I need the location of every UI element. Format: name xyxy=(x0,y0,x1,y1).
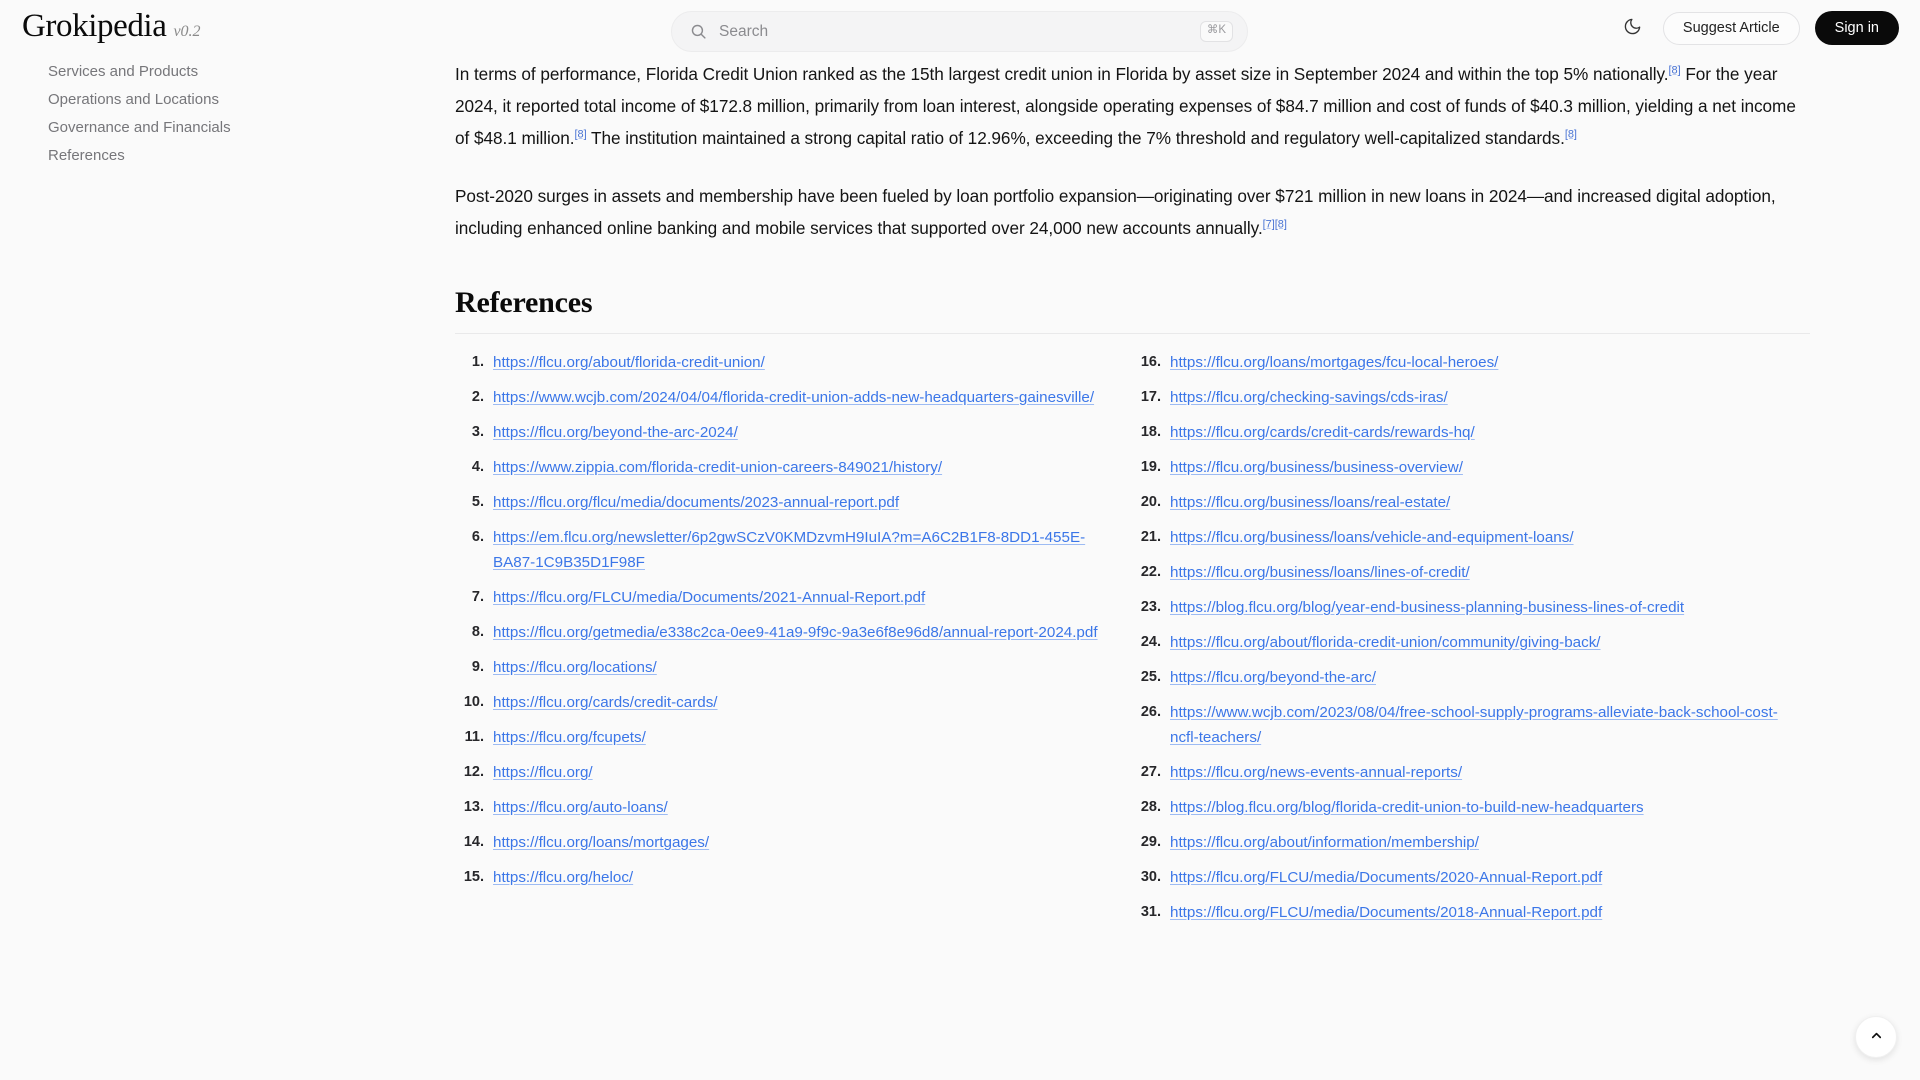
reference-link[interactable]: https://flcu.org/ xyxy=(493,764,593,781)
reference-link[interactable]: https://blog.flcu.org/blog/year-end-business-planning-business-lines-of-credit xyxy=(1170,599,1685,616)
reference-item xyxy=(1132,665,1809,690)
reference-link[interactable]: https://flcu.org/business/business-overview/ xyxy=(1170,459,1463,476)
reference-number: 8. xyxy=(471,624,484,640)
reference-link[interactable]: https://www.zippia.com/florida-credit-union-careers-849021/history/ xyxy=(493,459,943,476)
reference-item xyxy=(1132,490,1809,515)
reference-item xyxy=(1132,385,1809,410)
article-main xyxy=(455,58,1855,935)
reference-number: 16. xyxy=(1140,354,1161,370)
reference-link[interactable]: https://flcu.org/FLCU/media/Documents/2020-Annual-Report.pdf xyxy=(1170,869,1603,886)
paragraph-text: In terms of performance, Florida Credit Union ranked as the 15th largest credit union in Florida by asset size in September 2024 and within the top 5% nationally. xyxy=(455,64,1669,84)
reference-item xyxy=(455,795,1132,820)
reference-number: 27. xyxy=(1140,764,1161,780)
reference-link[interactable]: https://flcu.org/about/florida-credit-union/community/giving-back/ xyxy=(1170,634,1601,651)
sidebar-item-governance-and-financials[interactable]: Governance and Financials xyxy=(48,119,231,136)
reference-item xyxy=(455,830,1132,855)
reference-item xyxy=(1132,865,1809,890)
reference-link[interactable]: https://flcu.org/FLCU/media/Documents/2021-Annual-Report.pdf xyxy=(493,589,926,606)
reference-item xyxy=(455,655,1132,680)
reference-number: 10. xyxy=(463,694,484,710)
reference-item xyxy=(455,865,1132,890)
reference-number: 13. xyxy=(463,799,484,815)
search-input[interactable] xyxy=(719,23,1200,41)
reference-link[interactable]: https://flcu.org/fcupets/ xyxy=(493,729,646,746)
sidebar-item-operations-and-locations[interactable]: Operations and Locations xyxy=(48,91,219,108)
reference-item xyxy=(455,690,1132,715)
reference-link[interactable]: https://www.wcjb.com/2024/04/04/florida-credit-union-adds-new-headquarters-gainesville/ xyxy=(493,389,1095,406)
reference-link[interactable]: https://flcu.org/heloc/ xyxy=(493,869,634,886)
reference-number: 17. xyxy=(1140,389,1161,405)
reference-number: 9. xyxy=(471,659,484,675)
sidebar-item-services-and-products[interactable]: Services and Products xyxy=(48,63,199,80)
reference-number: 6. xyxy=(471,529,484,545)
article-body xyxy=(455,58,1855,244)
reference-link[interactable]: https://www.wcjb.com/2023/08/04/free-school-supply-programs-alleviate-back-school-cost-ncfl-teachers/ xyxy=(1170,704,1778,746)
reference-link[interactable]: https://flcu.org/business/loans/lines-of-credit/ xyxy=(1170,564,1470,581)
reference-link[interactable]: https://flcu.org/about/information/membership/ xyxy=(1170,834,1479,851)
reference-item xyxy=(1132,830,1809,855)
reference-item xyxy=(1132,630,1809,655)
chevron-up-icon xyxy=(1869,1028,1884,1046)
references-columns xyxy=(455,350,1810,935)
reference-item xyxy=(1132,420,1809,445)
reference-item xyxy=(1132,595,1809,620)
reference-link[interactable]: https://flcu.org/business/loans/vehicle-and-equipment-loans/ xyxy=(1170,529,1574,546)
search-icon xyxy=(690,23,707,40)
search-box[interactable] xyxy=(671,11,1248,52)
reference-link[interactable]: https://flcu.org/loans/mortgages/ xyxy=(493,834,710,851)
article-paragraph xyxy=(455,180,1810,244)
reference-link[interactable]: https://flcu.org/FLCU/media/Documents/2018-Annual-Report.pdf xyxy=(1170,904,1603,921)
reference-item xyxy=(455,760,1132,785)
reference-item xyxy=(455,525,1132,575)
reference-item xyxy=(1132,350,1809,375)
sign-in-button[interactable]: Sign in xyxy=(1815,11,1899,45)
reference-item xyxy=(1132,760,1809,785)
reference-number: 2. xyxy=(471,389,484,405)
article-paragraph xyxy=(455,58,1810,154)
reference-number: 24. xyxy=(1140,634,1161,650)
reference-item xyxy=(1132,795,1809,820)
reference-link[interactable]: https://em.flcu.org/newsletter/6p2gwSCzV0KMDzvmH9IuIA?m=A6C2B1F8-8DD1-455E-BA87-1C9B35D1F98F xyxy=(493,529,1086,571)
search-shortcut-badge: ⌘K xyxy=(1200,21,1233,42)
references-heading: References xyxy=(455,286,593,319)
citation-link[interactable]: [8] xyxy=(574,128,587,141)
reference-link[interactable]: https://flcu.org/locations/ xyxy=(493,659,657,676)
paragraph-text: For the year 2024, it reported total income of $172.8 million, primarily from loan interest, alongside operating expenses of $84.7 million and cost of funds of $40.3 million, yielding a net income of $48.1 million. xyxy=(455,64,1796,148)
reference-number: 19. xyxy=(1140,459,1161,475)
reference-item xyxy=(455,385,1132,410)
reference-number: 31. xyxy=(1140,904,1161,920)
reference-number: 15. xyxy=(463,869,484,885)
logo-text: Grokipedia xyxy=(22,8,167,44)
reference-number: 29. xyxy=(1140,834,1161,850)
reference-item xyxy=(455,350,1132,375)
reference-link[interactable]: https://flcu.org/beyond-the-arc-2024/ xyxy=(493,424,738,441)
reference-number: 25. xyxy=(1140,669,1161,685)
header-actions xyxy=(1618,11,1899,45)
reference-link[interactable]: https://flcu.org/auto-loans/ xyxy=(493,799,668,816)
theme-toggle-button[interactable] xyxy=(1618,13,1648,43)
reference-number: 26. xyxy=(1140,704,1161,720)
references-column-left xyxy=(455,350,1132,935)
reference-item xyxy=(1132,455,1809,480)
reference-item xyxy=(455,455,1132,480)
references-divider xyxy=(455,333,1810,334)
reference-number: 21. xyxy=(1140,529,1161,545)
reference-number: 22. xyxy=(1140,564,1161,580)
site-header xyxy=(0,0,1920,63)
reference-number: 4. xyxy=(471,459,484,475)
reference-item xyxy=(1132,525,1809,550)
reference-item xyxy=(455,725,1132,750)
citation-link[interactable]: [8] xyxy=(1274,218,1287,231)
reference-number: 23. xyxy=(1140,599,1161,615)
paragraph-text: The institution maintained a strong capital ratio of 12.96%, exceeding the 7% threshold and regulatory well-capitalized standards. xyxy=(586,128,1565,148)
reference-link[interactable]: https://flcu.org/business/loans/real-estate/ xyxy=(1170,494,1451,511)
citation-link[interactable]: [7] xyxy=(1262,218,1275,231)
reference-number: 5. xyxy=(471,494,484,510)
reference-link[interactable]: https://flcu.org/checking-savings/cds-iras/ xyxy=(1170,389,1448,406)
reference-item xyxy=(1132,560,1809,585)
reference-item xyxy=(1132,900,1809,925)
site-logo[interactable] xyxy=(22,8,201,45)
reference-number: 18. xyxy=(1140,424,1161,440)
references-column-right xyxy=(1132,350,1809,935)
paragraph-text: Post-2020 surges in assets and membership have been fueled by loan portfolio expansion—originating over $721 million in new loans in 2024—and increased digital adoption, including enhanced online banking and mobile services that supported over 24,000 new accounts annually. xyxy=(455,186,1776,238)
reference-item xyxy=(1132,700,1809,750)
reference-link[interactable]: https://blog.flcu.org/blog/florida-credit-union-to-build-new-headquarters xyxy=(1170,799,1644,816)
reference-item xyxy=(455,420,1132,445)
reference-link[interactable]: https://flcu.org/about/florida-credit-union/ xyxy=(493,354,765,371)
reference-number: 3. xyxy=(471,424,484,440)
reference-number: 11. xyxy=(464,729,484,745)
reference-number: 30. xyxy=(1140,869,1161,885)
reference-link[interactable]: https://flcu.org/loans/mortgages/fcu-local-heroes/ xyxy=(1170,354,1499,371)
logo-version: v0.2 xyxy=(173,23,201,40)
reference-link[interactable]: https://flcu.org/news-events-annual-reports/ xyxy=(1170,764,1463,781)
moon-icon xyxy=(1623,17,1642,39)
reference-link[interactable]: https://flcu.org/cards/credit-cards/ xyxy=(493,694,718,711)
reference-number: 14. xyxy=(463,834,484,850)
reference-item xyxy=(455,620,1132,645)
reference-link[interactable]: https://flcu.org/cards/credit-cards/rewards-hq/ xyxy=(1170,424,1475,441)
reference-link[interactable]: https://flcu.org/flcu/media/documents/2023-annual-report.pdf xyxy=(493,494,900,511)
reference-number: 12. xyxy=(463,764,484,780)
sidebar-nav xyxy=(0,58,420,170)
reference-number: 20. xyxy=(1140,494,1161,510)
reference-link[interactable]: https://flcu.org/beyond-the-arc/ xyxy=(1170,669,1376,686)
scroll-to-top-button[interactable] xyxy=(1855,1016,1897,1058)
reference-number: 28. xyxy=(1140,799,1161,815)
citation-link[interactable]: [8] xyxy=(1668,64,1681,77)
citation-link[interactable]: [8] xyxy=(1564,128,1577,141)
reference-number: 7. xyxy=(471,589,484,605)
sidebar-item-references[interactable]: References xyxy=(48,147,125,164)
reference-number: 1. xyxy=(471,354,484,370)
reference-item xyxy=(455,585,1132,610)
suggest-article-button[interactable]: Suggest Article xyxy=(1663,12,1800,45)
reference-link[interactable]: https://flcu.org/getmedia/e338c2ca-0ee9-41a9-9f9c-9a3e6f8e96d8/annual-report-2024.pdf xyxy=(493,624,1098,641)
reference-item xyxy=(455,490,1132,515)
